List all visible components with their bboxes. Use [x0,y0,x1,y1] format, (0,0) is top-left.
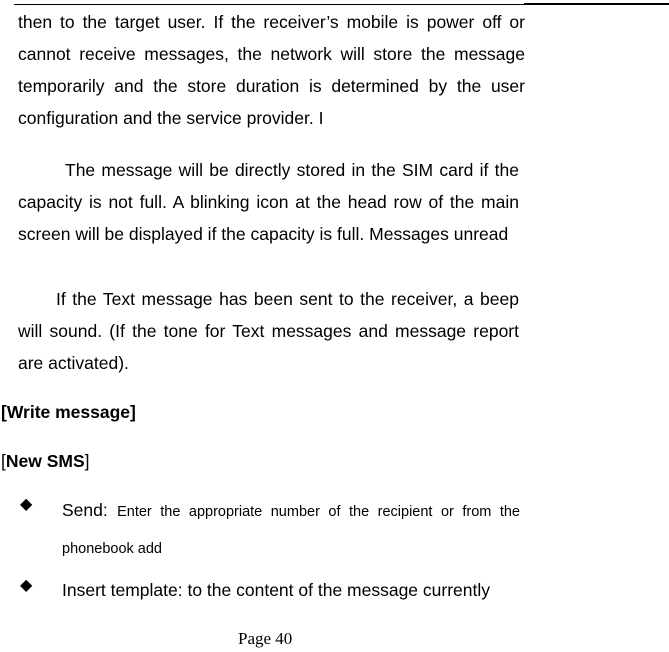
diamond-bullet-icon: ◆ [20,577,33,594]
paragraph-network-storage: then to the target user. If the receiver’s mobile is power off or cannot receive messages, the network will store the message temporarily and the store duration is determined by the user configuration and the service provider. I [18,12,525,128]
bullet-insert-template-text: Insert template: to the content of the message currently [62,580,491,600]
heading-new-sms-label: New SMS [5,451,85,471]
heading-new-sms [1,449,90,473]
paragraph-sim-storage: The message will be directly stored in the SIM card if the capacity is not full. A blinking icon at the head row of the main screen will be displayed if the capacity is full. Messages unread [18,160,519,244]
page-number: Page 40 [238,629,293,648]
paragraph-beep-notice: If the Text message has been sent to the receiver, a beep will sound. (If the tone for Text messages and message report are activated). [18,289,519,373]
bracket-close: ] [84,451,90,471]
bracket-open: [ [1,451,6,471]
heading-write-message: [Write message] [1,402,136,422]
bullet-send-body [62,493,520,567]
header-rule-thick [524,3,669,5]
header-rule-thin [14,4,524,5]
diamond-bullet-icon: ◆ [20,496,33,513]
bullet-send-text: Enter the appropriate number of the recipient or from the phonebook add [62,504,520,557]
bullet-send-label: Send: [62,500,118,520]
